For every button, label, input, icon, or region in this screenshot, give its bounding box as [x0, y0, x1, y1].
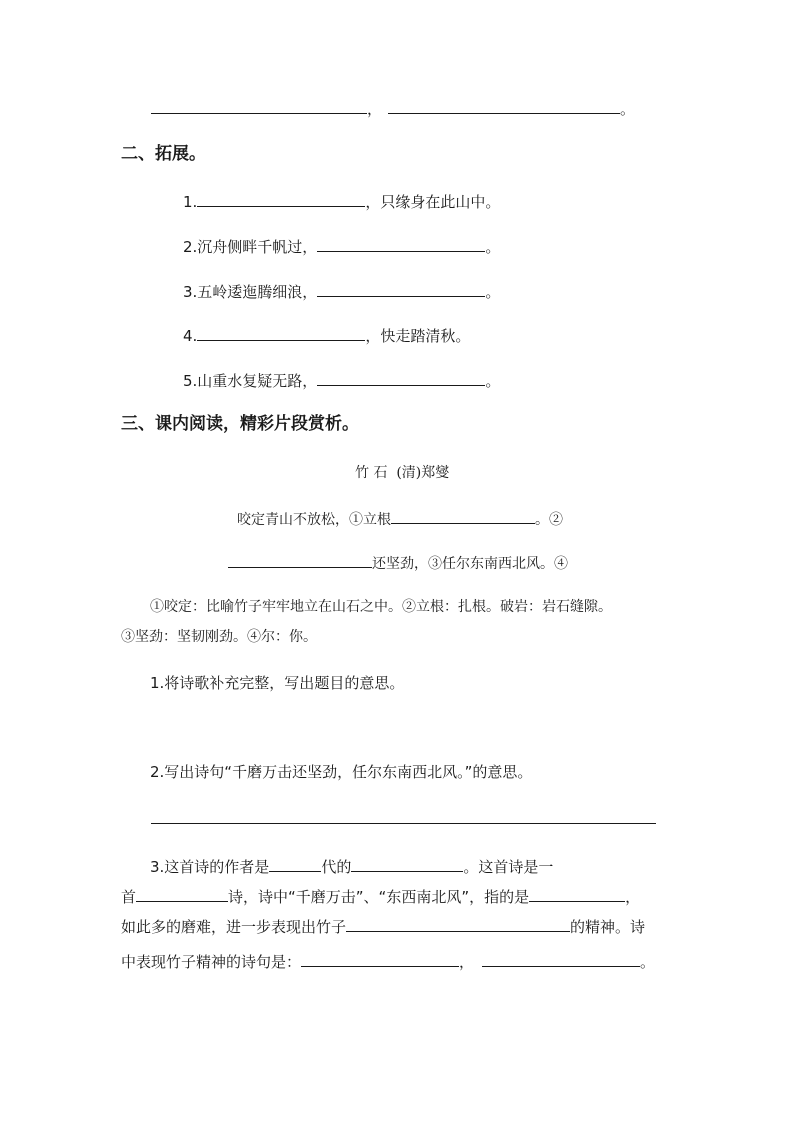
- poem-title: 竹 石 (清)郑燮: [355, 465, 450, 481]
- answer-blank[interactable]: [317, 370, 485, 386]
- verse-blank[interactable]: [482, 951, 640, 967]
- answer-line-q2[interactable]: [151, 808, 656, 824]
- answer-blank[interactable]: [317, 281, 485, 297]
- question-3-line-1: 3.这首诗的作者是 代的 。这首诗是一: [150, 858, 554, 876]
- answer-blank[interactable]: [197, 325, 365, 341]
- comma: ，: [367, 100, 383, 118]
- extension-item-5: 5.山重水复疑无路， 。: [183, 372, 501, 390]
- poem-line-2: 还坚劲，③任尔东南西北风。④: [228, 552, 568, 574]
- author-name-blank[interactable]: [351, 856, 463, 872]
- spirit-blank[interactable]: [346, 916, 570, 932]
- answer-blank[interactable]: [317, 236, 485, 252]
- question-1: 1.将诗歌补充完整，写出题目的意思。: [150, 674, 405, 692]
- section3-heading: 三、课内阅读，精彩片段赏析。: [121, 414, 359, 434]
- section2-heading: 二、拓展。: [121, 144, 206, 164]
- extension-item-3: 3.五岭逶迤腾细浪， 。: [183, 283, 501, 301]
- question-3-line-2: 首 诗，诗中“千磨万击”、“东西南北风”，指的是 ，: [121, 888, 641, 906]
- question-2: 2.写出诗句“千磨万击还坚劲，任尔东南西北风。”的意思。: [150, 763, 533, 781]
- question-3-line-4: 中表现竹子精神的诗句是： ， 。: [121, 953, 656, 971]
- verse-blank[interactable]: [301, 951, 459, 967]
- extension-item-2: 2.沉舟侧畔千帆过， 。: [183, 238, 501, 256]
- answer-blank[interactable]: [391, 508, 535, 524]
- answer-blank[interactable]: [388, 98, 620, 114]
- poem-line-1: 咬定青山不放松，①立根 。②: [237, 508, 563, 530]
- answer-blank[interactable]: [228, 552, 372, 568]
- meaning-blank[interactable]: [529, 886, 625, 902]
- top-answer-line: [151, 98, 635, 119]
- period: 。: [620, 100, 636, 118]
- extension-item-4: 4. ，快走踏清秋。: [183, 327, 471, 345]
- notes-line-2: ③坚劲：坚韧刚劲。④尔：你。: [121, 629, 317, 645]
- answer-blank[interactable]: [151, 98, 367, 114]
- author-dynasty-blank[interactable]: [269, 856, 321, 872]
- poem-type-blank[interactable]: [136, 886, 228, 902]
- answer-blank[interactable]: [197, 191, 365, 207]
- notes-line-1: ①咬定：比喻竹子牢牢地立在山石之中。②立根：扎根。破岩：岩石缝隙。: [150, 599, 612, 615]
- question-3-line-3: 如此多的磨难，进一步表现出竹子 的精神。诗: [121, 918, 646, 936]
- extension-item-1: 1. ，只缘身在此山中。: [183, 193, 501, 211]
